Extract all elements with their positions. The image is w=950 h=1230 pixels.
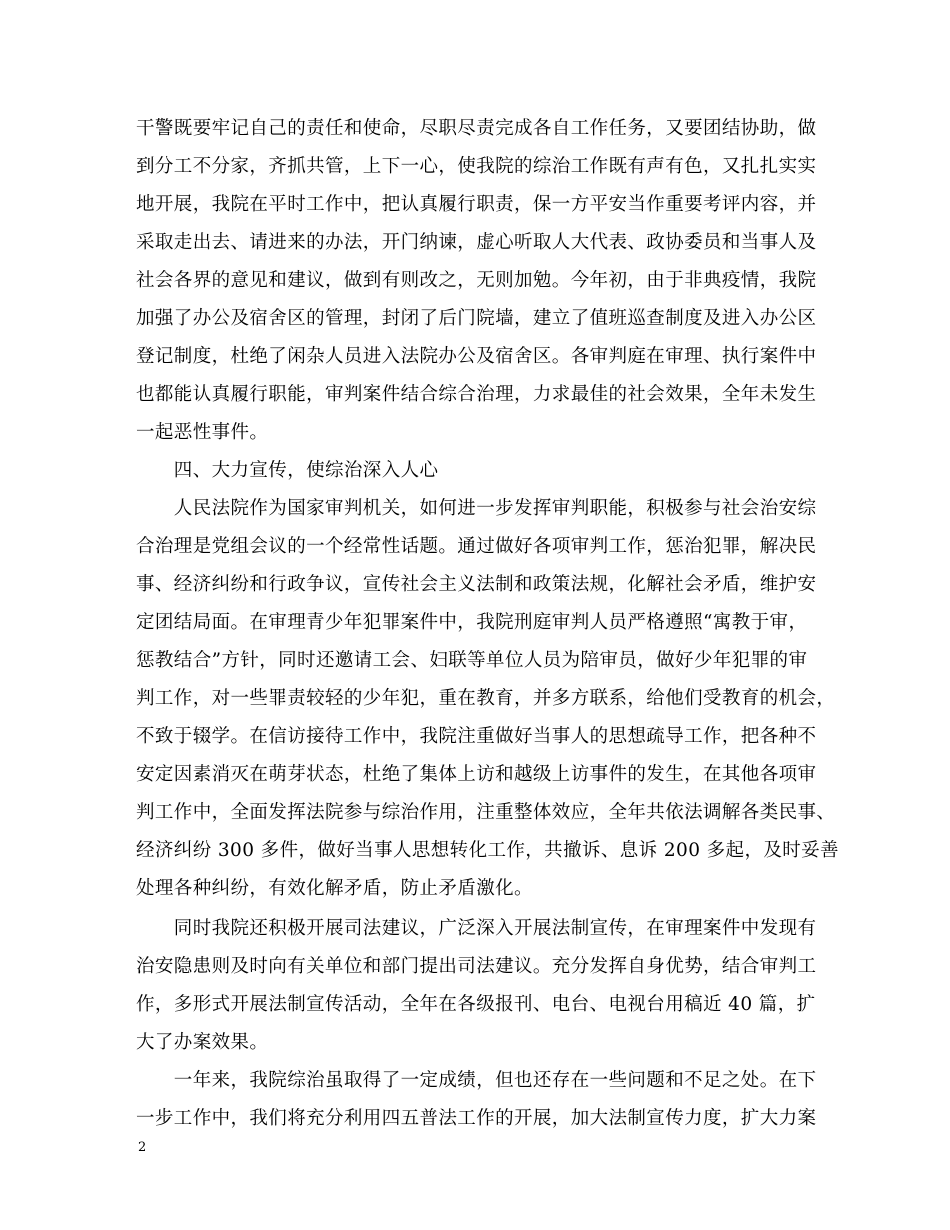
text-line: 治安隐患则及时向有关单位和部门提出司法建议。充分发挥自身优势，结合审判工 bbox=[136, 956, 817, 977]
page-number: 2 bbox=[138, 1140, 147, 1155]
text-line: 同时我院还积极开展司法建议，广泛深入开展法制宣传，在审理案件中发现有 bbox=[136, 918, 817, 939]
text-line: 判工作中，全面发挥法院参与综治作用，注重整体效应，全年共依法调解各类民事、 bbox=[136, 802, 836, 823]
text-line: 定团结局面。在审理青少年犯罪案件中，我院刑庭审判人员严格遵照“寓教于审， bbox=[136, 612, 808, 633]
text-line: 加强了办公及宿舍区的管理，封闭了后门院墙，建立了值班巡查制度及进入办公区 bbox=[136, 308, 817, 329]
text-line: 判工作，对一些罪责较轻的少年犯，重在教育，并多方联系，给他们受教育的机会， bbox=[136, 688, 836, 709]
section-heading: 四、大力宣传，使综治深入人心 bbox=[136, 460, 439, 481]
text-line: 惩教结合”方针，同时还邀请工会、妇联等单位人员为陪审员，做好少年犯罪的审 bbox=[136, 650, 808, 671]
text-line: 处理各种纠纷，有效化解矛盾，防止矛盾激化。 bbox=[136, 878, 533, 899]
text-line: 安定因素消灭在萌芽状态，杜绝了集体上访和越级上访事件的发生，在其他各项审 bbox=[136, 764, 817, 785]
text-line: 合治理是党组会议的一个经常性话题。通过做好各项审判工作，惩治犯罪，解决民 bbox=[136, 536, 817, 557]
text-line: 大了办案效果。 bbox=[136, 1032, 269, 1053]
text-line: 人民法院作为国家审判机关，如何进一步发挥审判职能，积极参与社会治安综 bbox=[136, 498, 817, 519]
text-line: 不致于辍学。在信访接待工作中，我院注重做好当事人的思想疏导工作，把各种不 bbox=[136, 726, 817, 747]
text-line: 地开展，我院在平时工作中，把认真履行职责，保一方平安当作重要考评内容，并 bbox=[136, 194, 817, 215]
text-line: 一起恶性事件。 bbox=[136, 422, 269, 443]
text-line: 经济纠纷 300 多件，做好当事人思想转化工作，共撤诉、息诉 200 多起，及时妥善 bbox=[136, 840, 839, 861]
text-line: 事、经济纠纷和行政争议，宣传社会主义法制和政策法规，化解社会矛盾，维护安 bbox=[136, 574, 817, 595]
text-line: 干警既要牢记自己的责任和使命，尽职尽责完成各自工作任务，又要团结协助，做 bbox=[136, 118, 817, 139]
text-line: 到分工不分家，齐抓共管，上下一心，使我院的综治工作既有声有色，又扎扎实实 bbox=[136, 156, 817, 177]
text-line: 作，多形式开展法制宣传活动，全年在各级报刊、电台、电视台用稿近 40 篇，扩 bbox=[136, 994, 816, 1015]
text-line: 采取走出去、请进来的办法，开门纳谏，虚心听取人大代表、政协委员和当事人及 bbox=[136, 232, 817, 253]
text-line: 登记制度，杜绝了闲杂人员进入法院办公及宿舍区。各审判庭在审理、执行案件中 bbox=[136, 346, 817, 367]
text-line: 也都能认真履行职能，审判案件结合综合治理，力求最佳的社会效果，全年未发生 bbox=[136, 384, 817, 405]
text-line: 一年来，我院综治虽取得了一定成绩，但也还存在一些问题和不足之处。在下 bbox=[136, 1070, 817, 1091]
text-line: 社会各界的意见和建议，做到有则改之，无则加勉。今年初，由于非典疫情，我院 bbox=[136, 270, 817, 291]
text-line: 一步工作中，我们将充分利用四五普法工作的开展，加大法制宣传力度，扩大力案 bbox=[136, 1108, 817, 1129]
